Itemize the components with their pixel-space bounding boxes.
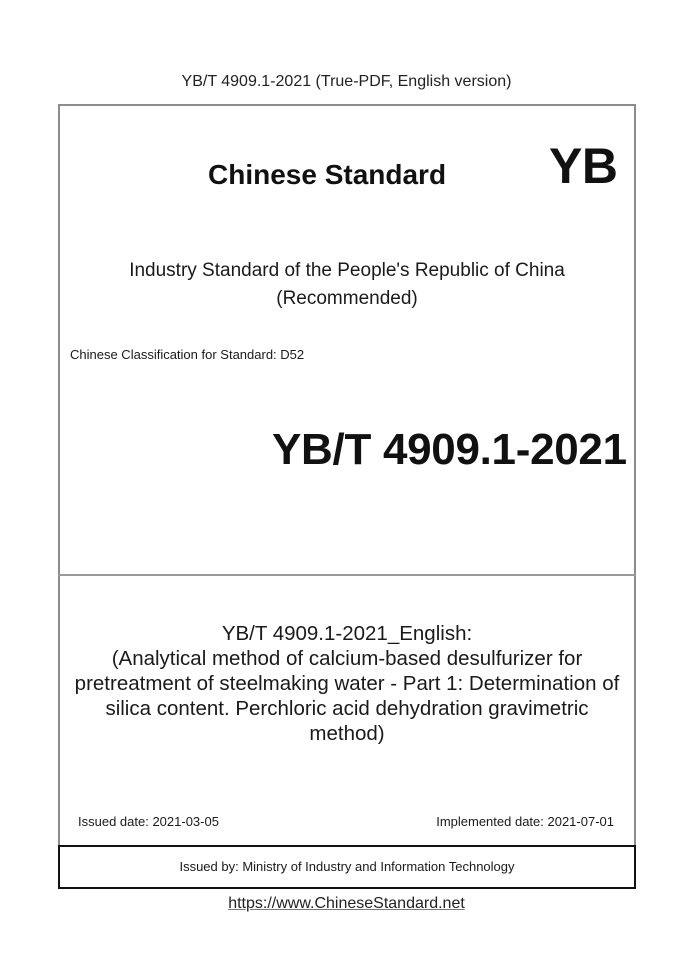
standard-number: YB/T 4909.1-2021 [272, 425, 627, 474]
running-header: YB/T 4909.1-2021 (True-PDF, English version) [181, 73, 512, 90]
english-title-line-1: YB/T 4909.1-2021_English: [221, 622, 473, 645]
implemented-date: Implemented date: 2021-07-01 [436, 814, 614, 829]
industry-line-1: Industry Standard of the People's Republic of China [129, 260, 565, 281]
website-link[interactable]: https://www.ChineseStandard.net [228, 895, 465, 912]
cover-title: Chinese Standard [208, 159, 447, 190]
industry-standard-label [60, 257, 634, 313]
issued-date: Issued date: 2021-03-05 [78, 814, 219, 829]
issuer-box [58, 845, 636, 889]
classification-label: Chinese Classification for Standard: D52 [70, 347, 305, 362]
section-divider [58, 574, 636, 576]
english-title-line-5: method) [309, 722, 385, 745]
industry-line-2: (Recommended) [276, 288, 418, 309]
english-title-line-2: (Analytical method of calcium-based desulfurizer for [111, 647, 583, 670]
english-title-block [60, 621, 634, 746]
issuer-text: Issued by: Ministry of Industry and Information Technology [179, 859, 515, 874]
english-title-line-3: pretreatment of steelmaking water - Part 1: Determination of [74, 672, 620, 695]
standard-type-badge: YB [549, 138, 618, 194]
footer-link-container [0, 893, 693, 915]
english-title-line-4: silica content. Perchloric acid dehydration gravimetric [105, 697, 589, 720]
